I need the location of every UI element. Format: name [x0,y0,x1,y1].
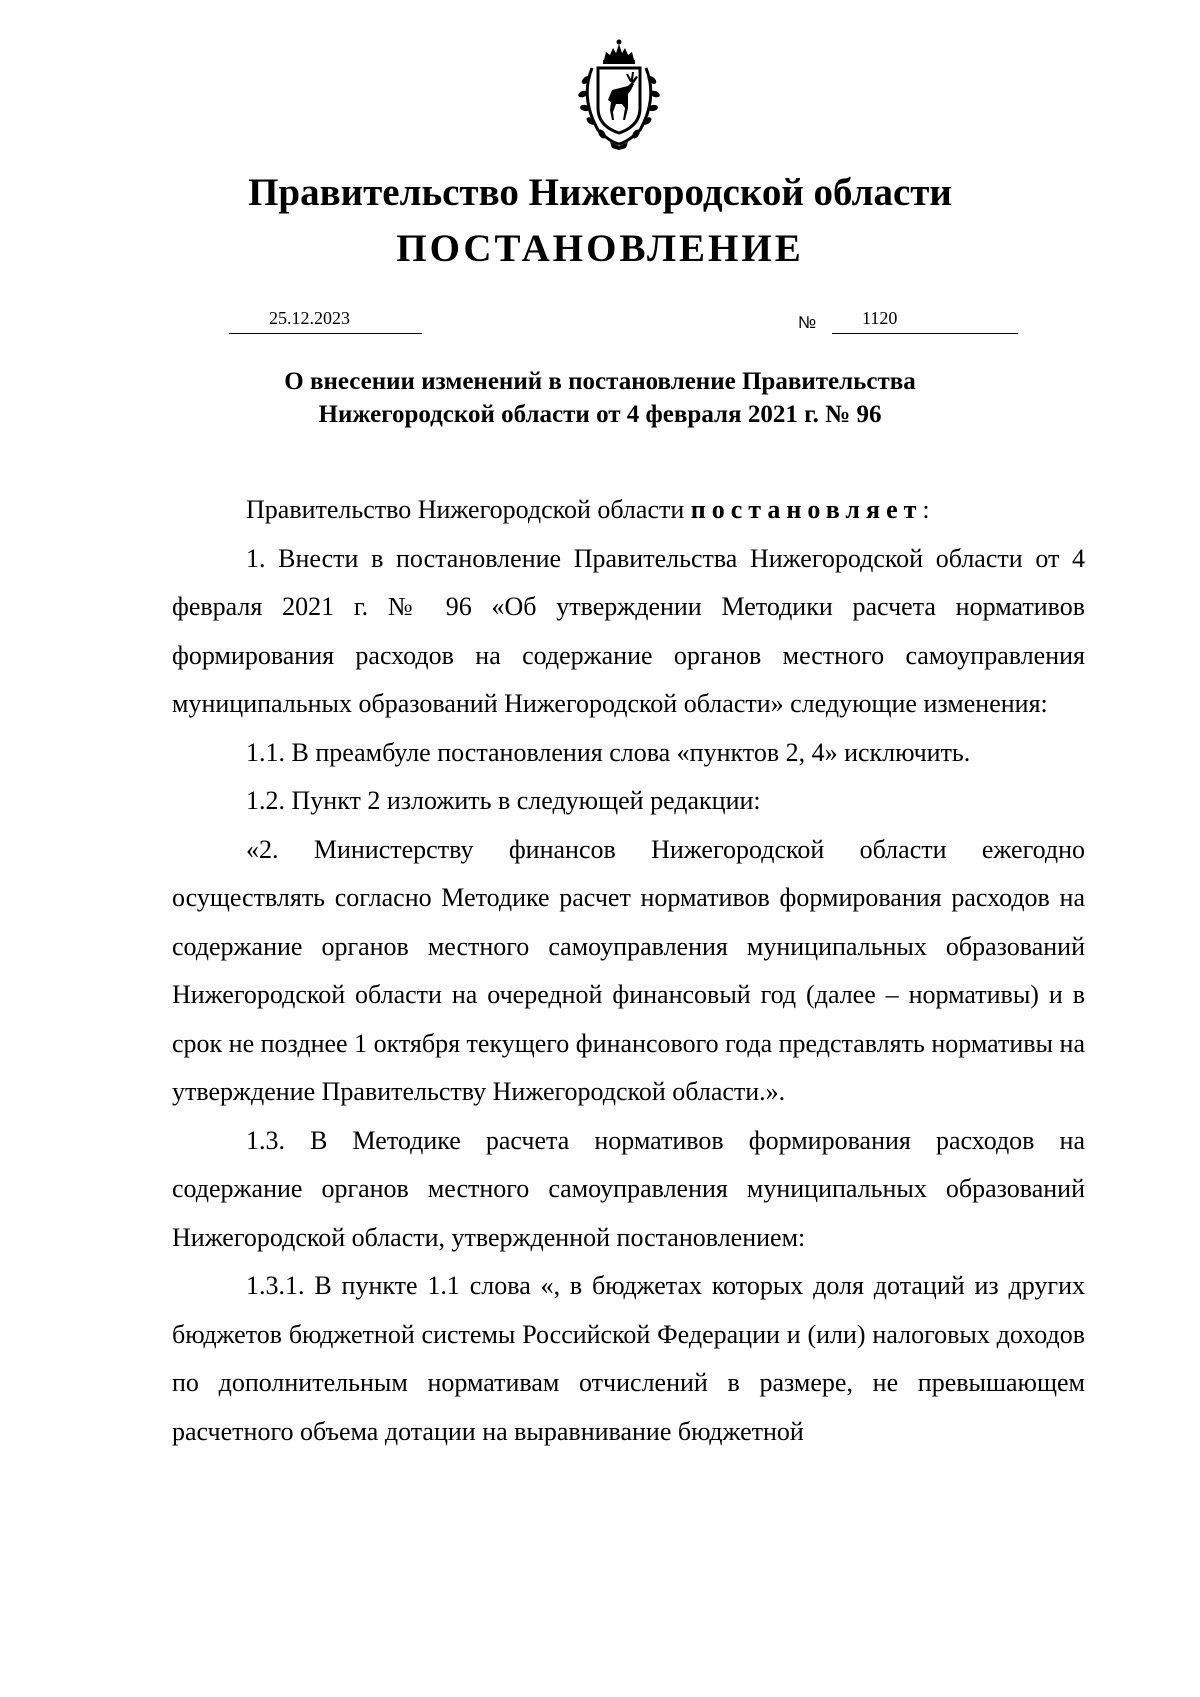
number-label: № [798,313,817,332]
intro-verb: постановляет [690,495,923,524]
resolution-intro [172,486,1085,535]
paragraph-1-3-1: 1.3.1. В пункте 1.1 слова «, в бюджетах которых доля дотаций из других бюджетов бюджетной системы Российской Федерации и (или) налоговых доходов по дополнительным нормативам отчислений в размере, не превышающем расчетного объема дотации на выравнивание бюджетной [172,1271,1085,1446]
document-number: 1120 [832,306,1018,334]
organization-name: Правительство Нижегородской области [248,171,952,214]
document-body [172,486,1085,1456]
paragraph-1-2: 1.2. Пункт 2 изложить в следующей редакции: [246,786,761,815]
subject-line-2: Нижегородской области от 4 февраля 2021 г. № 96 [318,401,882,428]
document-subject [0,365,1200,431]
document-type: ПОСТАНОВЛЕНИЕ [396,227,804,270]
paragraph-1-3: 1.3. В Методике расчета нормативов формирования расходов на содержание органов местного самоуправления муниципальных образований Нижегородской области, утвержденной постановлением: [172,1125,1085,1252]
intro-subject: Правительство Нижегородской области [246,495,691,524]
paragraph-quoted-2: «2. Министерству финансов Нижегородской области ежегодно осуществлять согласно Методике расчет нормативов формирования расходов на содержание органов местного самоуправления муниципальных образований Нижегородской области на очередной финансовый год (далее – нормативы) и в срок не позднее 1 октября текущего финансового года представлять нормативы на утверждение Правительству Нижегородской области.». [172,834,1085,1106]
paragraph-1-1: 1.1. В преамбуле постановления слова «пунктов 2, 4» исключить. [246,737,971,767]
paragraph-1: 1. Внести в постановление Правительства Нижегородской области от 4 февраля 2021 г. № 96 «Об утверждении Методики расчета нормативов формирования расходов на содержание органов местного самоуправления муниципальных образований Нижегородской области» следующие изменения: [172,543,1085,718]
coat-of-arms-icon [570,38,668,150]
subject-line-1: О внесении изменений в постановление Правительства [284,368,916,395]
document-date: 25.12.2023 [229,306,422,334]
intro-end: : [922,495,930,524]
